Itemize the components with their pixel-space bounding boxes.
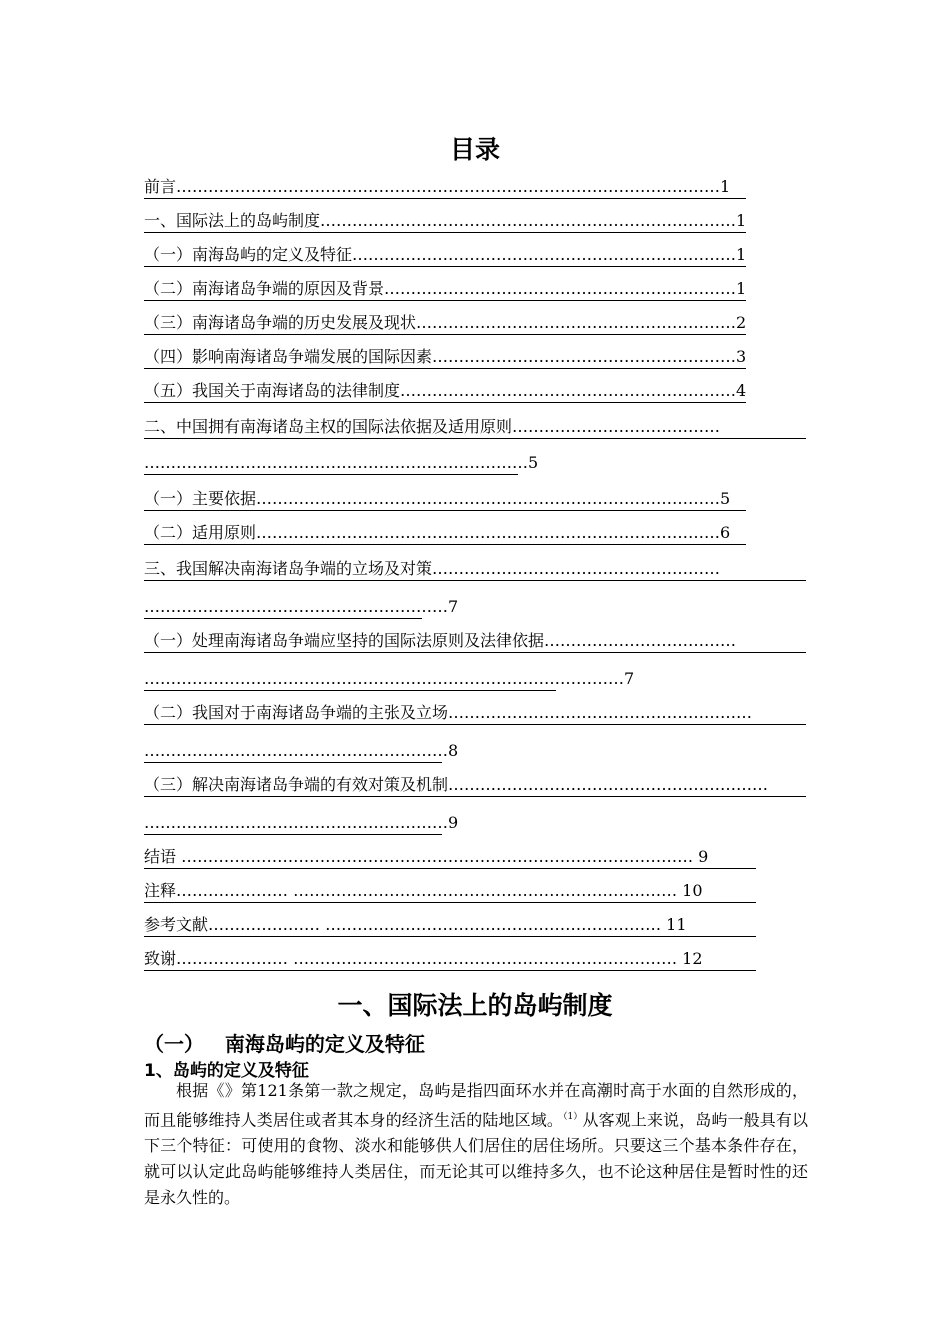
toc-link[interactable]: 前言…………………………………………………………………………………………1 bbox=[144, 177, 731, 196]
toc-entry-3-3[interactable] bbox=[144, 774, 806, 797]
toc-entry-chapter-3-cont[interactable] bbox=[144, 596, 459, 619]
toc-entry-preface[interactable] bbox=[144, 176, 746, 199]
toc-link[interactable]: 致谢………………… ……………………………………………………………… 12 bbox=[144, 949, 703, 968]
toc-entry-1-3[interactable] bbox=[144, 312, 746, 335]
toc-link[interactable]: 注释………………… ……………………………………………………………… 10 bbox=[144, 881, 703, 900]
toc-entry-2-2[interactable] bbox=[144, 522, 746, 545]
toc-link[interactable]: （二）我国对于南海诸岛争端的主张及立场………………………………………………… bbox=[144, 703, 753, 722]
toc-entry-references[interactable] bbox=[144, 914, 756, 937]
footnote-mark[interactable]: （1） bbox=[562, 1112, 583, 1122]
toc-link[interactable]: 一、国际法上的岛屿制度……………………………………………………………………1 bbox=[144, 211, 747, 230]
toc-entry-2-1[interactable] bbox=[144, 488, 746, 511]
toc-link[interactable]: （三）解决南海诸岛争端的有效对策及机制…………………………………………………… bbox=[144, 775, 769, 794]
toc-link[interactable]: 结语 …………………………………………………………………………………… 9 bbox=[144, 847, 709, 866]
toc-entry-3-1-cont[interactable] bbox=[144, 668, 635, 691]
toc-link[interactable]: ………………………………………………………………5 bbox=[144, 453, 539, 472]
toc-entry-3-2[interactable] bbox=[144, 702, 806, 725]
toc-entry-1-4[interactable] bbox=[144, 346, 746, 369]
body-paragraph bbox=[144, 1078, 808, 1211]
subsubsection-heading: 1、岛屿的定义及特征 bbox=[144, 1061, 309, 1081]
toc-entry-3-2-cont[interactable] bbox=[144, 740, 459, 763]
toc-entry-chapter-2-cont[interactable] bbox=[144, 452, 539, 475]
toc-entry-acknowledgements[interactable] bbox=[144, 948, 756, 971]
toc-entry-chapter-1[interactable] bbox=[144, 210, 746, 233]
toc-link[interactable]: （五）我国关于南海诸岛的法律制度………………………………………………………4 bbox=[144, 381, 747, 400]
toc-link[interactable]: 二、中国拥有南海诸岛主权的国际法依据及适用原则………………………………… bbox=[144, 417, 721, 436]
paragraph-text-cont: 从客观上来说，岛屿一般具有以下三个特征：可使用的食物、淡水和能够供人们居住的居住场所。只要这三个基本条件存在，就可以认定此岛屿能够维持人类居住，而无论其可以维持多久，也不论这种居住是暂时性的还是永久性的。 bbox=[144, 1110, 808, 1208]
toc-link[interactable]: （一）南海岛屿的定义及特征………………………………………………………………1 bbox=[144, 245, 747, 264]
toc-link[interactable]: …………………………………………………7 bbox=[144, 597, 459, 616]
toc-link[interactable]: 参考文献………………… ……………………………………………………… 11 bbox=[144, 915, 687, 934]
toc-entry-3-1[interactable] bbox=[144, 630, 806, 653]
toc-link[interactable]: …………………………………………………8 bbox=[144, 741, 459, 760]
toc-link[interactable]: （三）南海诸岛争端的历史发展及现状……………………………………………………2 bbox=[144, 313, 747, 332]
toc-link[interactable]: （一）处理南海诸岛争端应坚持的国际法原则及法律依据……………………………… bbox=[144, 631, 737, 650]
toc-entry-1-1[interactable] bbox=[144, 244, 746, 267]
section-heading: 一、国际法上的岛屿制度 bbox=[337, 991, 613, 1020]
paragraph-text: 根据《》第121条第一款之规定，岛屿是指四面环水并在高潮时高于水面的自然形成的，而且能够维持人类居住或者其本身的经济生活的陆地区域。 bbox=[144, 1081, 808, 1130]
toc-link[interactable]: （四）影响南海诸岛争端发展的国际因素…………………………………………………3 bbox=[144, 347, 747, 366]
toc-entry-1-2[interactable] bbox=[144, 278, 746, 301]
toc-entry-chapter-3[interactable] bbox=[144, 558, 806, 581]
toc-entry-notes[interactable] bbox=[144, 880, 756, 903]
toc-entry-chapter-2[interactable] bbox=[144, 416, 806, 439]
toc-link[interactable]: （一）主要依据……………………………………………………………………………5 bbox=[144, 489, 731, 508]
toc-title: 目录 bbox=[449, 135, 500, 164]
toc-entry-conclusion[interactable] bbox=[144, 846, 756, 869]
toc-link[interactable]: …………………………………………………9 bbox=[144, 813, 459, 832]
subsection-heading: （一） 南海岛屿的定义及特征 bbox=[144, 1032, 425, 1056]
toc-link[interactable]: （二）南海诸岛争端的原因及背景…………………………………………………………1 bbox=[144, 279, 747, 298]
toc-link[interactable]: （二）适用原则……………………………………………………………………………6 bbox=[144, 523, 731, 542]
toc-link[interactable]: ………………………………………………………………………………7 bbox=[144, 669, 635, 688]
toc-link[interactable]: 三、我国解决南海诸岛争端的立场及对策……………………………………………… bbox=[144, 559, 721, 578]
toc-entry-1-5[interactable] bbox=[144, 380, 746, 403]
toc-entry-3-3-cont[interactable] bbox=[144, 812, 459, 835]
